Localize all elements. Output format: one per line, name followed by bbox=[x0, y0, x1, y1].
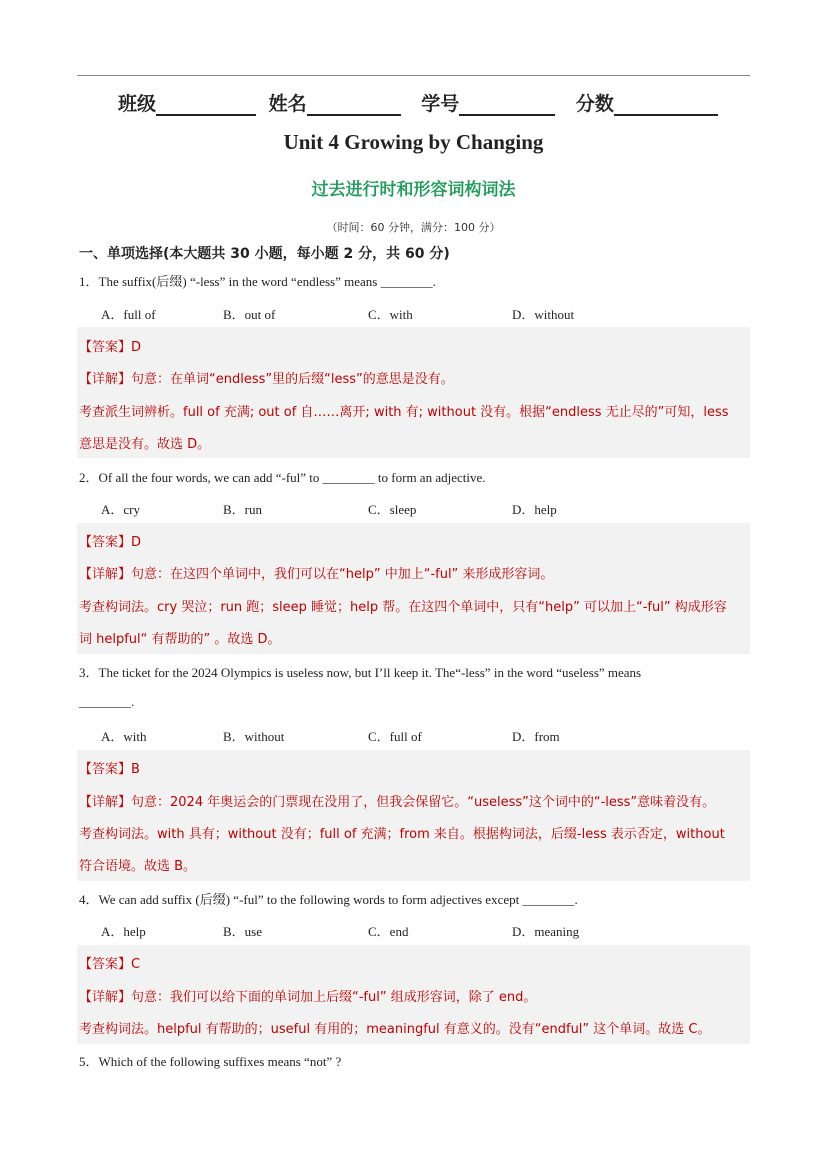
question-4-option-d[interactable]: D．meaning bbox=[512, 924, 580, 939]
score-blank[interactable] bbox=[614, 94, 718, 116]
student-id-blank[interactable] bbox=[459, 94, 555, 116]
question-2-stem: 2．Of all the four words, we can add “-ful” to ________ to form an adjective. bbox=[79, 470, 486, 485]
question-4-option-c[interactable]: C．end bbox=[368, 924, 409, 939]
question-1-option-b[interactable]: B．out of bbox=[223, 307, 276, 322]
question-3-option-a[interactable]: A．with bbox=[101, 729, 147, 744]
top-rule bbox=[77, 75, 750, 76]
question-4-option-b[interactable]: B．use bbox=[223, 924, 263, 939]
question-1-stem: 1．The suffix(后缀) “-less” in the word “endless” means ________. bbox=[79, 274, 436, 289]
class-label: 班级 bbox=[118, 93, 157, 115]
name-label: 姓名 bbox=[268, 93, 307, 115]
question-1-analysis-line-2: 意思是没有。故选 D。 bbox=[79, 437, 211, 452]
question-1-option-a[interactable]: A．full of bbox=[101, 307, 156, 322]
question-3-stem-line-2: ________. bbox=[79, 694, 135, 709]
question-4-detail: 【详解】句意：我们可以给下面的单词加上后缀“-ful” 组成形容词，除了 end。 bbox=[79, 990, 537, 1005]
student-info-line bbox=[118, 89, 724, 116]
question-2-detail: 【详解】句意：在这四个单词中，我们可以在“help” 中加上“-ful” 来形成形容词。 bbox=[79, 567, 554, 582]
topic-subtitle: 过去进行时和形容词构词法 bbox=[311, 180, 516, 200]
question-3-answer: 【答案】B bbox=[79, 762, 140, 777]
question-2-option-d[interactable]: D．help bbox=[512, 502, 557, 517]
question-1-detail: 【详解】句意：在单词“endless”里的后缀“less”的意思是没有。 bbox=[79, 372, 454, 387]
question-3-detail: 【详解】句意：2024 年奥运会的门票现在没用了，但我会保留它。“useless”这个词中的“-less”意味着没有。 bbox=[79, 795, 716, 810]
question-5-stem: 5．Which of the following suffixes means “not” ? bbox=[79, 1054, 342, 1069]
student-id-label: 学号 bbox=[421, 93, 460, 115]
question-4-analysis-line-1: 考查构词法。helpful 有帮助的；useful 有用的；meaningful 有意义的。没有“endful” 这个单词。故选 C。 bbox=[79, 1022, 711, 1037]
time-and-score-info: （时间：60 分钟，满分：100 分） bbox=[326, 221, 501, 234]
question-3-option-b[interactable]: B．without bbox=[223, 729, 285, 744]
question-3-analysis-line-2: 符合语境。故选 B。 bbox=[79, 859, 197, 874]
question-4-option-a[interactable]: A．help bbox=[101, 924, 146, 939]
question-2-option-b[interactable]: B．run bbox=[223, 502, 263, 517]
name-blank[interactable] bbox=[307, 94, 401, 116]
question-2-analysis-line-2: 词 helpful“ 有帮助的” 。故选 D。 bbox=[79, 632, 281, 647]
score-label: 分数 bbox=[575, 93, 614, 115]
question-1-option-d[interactable]: D．without bbox=[512, 307, 575, 322]
question-3-analysis-line-1: 考查构词法。with 具有；without 没有；full of 充满；from 来自。根据构词法，后缀-less 表示否定，without bbox=[79, 827, 725, 842]
question-2-analysis-line-1: 考查构词法。cry 哭泣；run 跑；sleep 睡觉；help 帮。在这四个单词中，只有“help” 可以加上“-ful” 构成形容 bbox=[79, 600, 727, 615]
question-2-option-a[interactable]: A．cry bbox=[101, 502, 140, 517]
question-4-answer: 【答案】C bbox=[79, 957, 141, 972]
unit-title: Unit 4 Growing by Changing bbox=[283, 130, 544, 154]
section-heading: 一、单项选择(本大题共 30 小题，每小题 2 分，共 60 分) bbox=[79, 246, 450, 262]
question-3-option-d[interactable]: D．from bbox=[512, 729, 560, 744]
question-1-answer: 【答案】D bbox=[79, 340, 142, 355]
question-2-answer: 【答案】D bbox=[79, 535, 142, 550]
question-4-stem: 4．We can add suffix (后缀) “-ful” to the following words to form adjectives except ________. bbox=[79, 892, 578, 907]
class-blank[interactable] bbox=[156, 94, 256, 116]
question-3-stem: 3．The ticket for the 2024 Olympics is useless now, but I’ll keep it. The“-less” in the word “useless” means bbox=[79, 665, 642, 680]
question-2-option-c[interactable]: C．sleep bbox=[368, 502, 417, 517]
question-1-option-c[interactable]: C．with bbox=[368, 307, 413, 322]
question-1-analysis-line-1: 考查派生词辨析。full of 充满; out of 自……离开; with 有; without 没有。根据“endless 无止尽的”可知，less bbox=[79, 405, 729, 420]
question-3-option-c[interactable]: C．full of bbox=[368, 729, 422, 744]
